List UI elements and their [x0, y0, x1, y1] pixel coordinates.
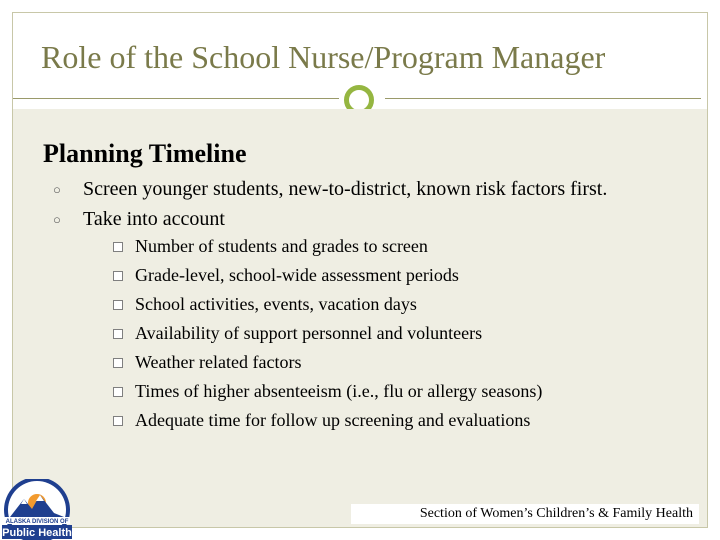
- checkbox-bullet-icon: [113, 329, 123, 339]
- bullet-list: [53, 179, 693, 440]
- checkbox-bullet-icon: [113, 358, 123, 368]
- logo-text-line2: Public Health: [2, 527, 72, 539]
- checkbox-bullet-icon: [113, 242, 123, 252]
- slide-title: Role of the School Nurse/Program Manager: [41, 39, 606, 75]
- title-divider-right: [385, 98, 701, 99]
- sub-bullet-text: School activities, events, vacation days: [135, 294, 417, 314]
- sub-bullet-list: [113, 236, 693, 431]
- sub-bullet-item: [113, 381, 693, 402]
- footer-text: Section of Women’s Children’s & Family Health: [419, 506, 693, 521]
- checkbox-bullet-icon: [113, 271, 123, 281]
- sub-bullet-item: [113, 323, 693, 344]
- section-heading: Planning Timeline: [43, 139, 247, 168]
- footer-bar: [351, 504, 699, 524]
- slide: [12, 12, 708, 528]
- bullet-item: [53, 179, 693, 200]
- sub-bullet-text: Number of students and grades to screen: [135, 236, 428, 256]
- bullet-item: [53, 209, 693, 431]
- sub-bullet-item: [113, 236, 693, 257]
- sub-bullet-text: Availability of support personnel and volunteers: [135, 323, 483, 343]
- title-divider-left: [13, 98, 339, 99]
- bullet-text: Take into account: [83, 208, 225, 230]
- sub-bullet-text: Grade-level, school-wide assessment periods: [135, 265, 459, 285]
- sub-bullet-text: Weather related factors: [135, 352, 302, 372]
- sub-bullet-item: [113, 294, 693, 315]
- checkbox-bullet-icon: [113, 300, 123, 310]
- sub-bullet-item: [113, 410, 693, 431]
- sub-bullet-item: [113, 265, 693, 286]
- sub-bullet-item: [113, 352, 693, 373]
- logo-text-line1: ALASKA DIVISION OF: [5, 519, 69, 525]
- content-area: [13, 109, 707, 527]
- sub-bullet-text: Adequate time for follow up screening and evaluations: [135, 410, 531, 430]
- title-area: [13, 13, 707, 101]
- sub-bullet-text: Times of higher absenteeism (i.e., flu or allergy seasons): [135, 381, 543, 401]
- checkbox-bullet-icon: [113, 387, 123, 397]
- bullet-ring-icon: ○: [53, 212, 61, 227]
- bullet-ring-icon: ○: [53, 182, 61, 197]
- checkbox-bullet-icon: [113, 416, 123, 426]
- public-health-logo: [0, 479, 74, 540]
- bullet-text: Screen younger students, new-to-district, known risk factors first.: [83, 178, 608, 200]
